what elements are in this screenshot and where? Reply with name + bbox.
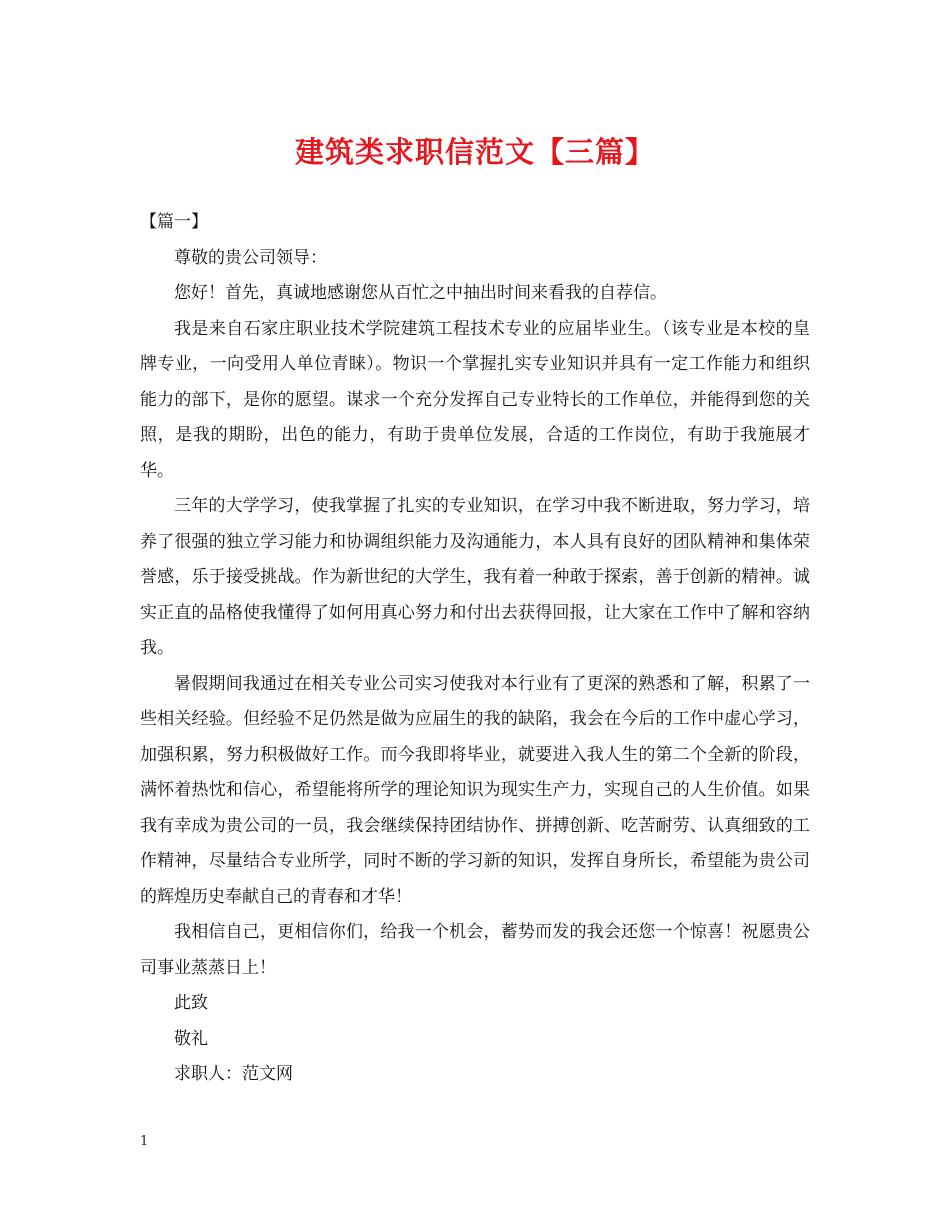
paragraph-2: 我是来自石家庄职业技术学院建筑工程技术专业的应届毕业生。（该专业是本校的皇牌专业，一向受用人单位青睐）。物识一个掌握扎实专业知识并具有一定工作能力和组织能力的部下，是你的愿望。谋求一个充分发挥自己专业特长的工作单位，并能得到您的关照，是我的期盼，出色的能力，有助于贵单位发展，合适的工作岗位，有助于我施展才华。 (140, 318, 810, 481)
page-number: 1 (140, 1134, 149, 1149)
closing-line-2: 敬礼 (174, 1028, 208, 1049)
salutation: 尊敬的贵公司领导： (174, 247, 327, 268)
paragraph-4: 暑假期间我通过在相关专业公司实习使我对本行业有了更深的熟悉和了解，积累了一些相关经验。但经验不足仍然是做为应届生的我的缺陷，我会在今后的工作中虚心学习，加强积累，努力积极做好工作。而今我即将毕业，就要进入我人生的第二个全新的阶段，满怀着热忱和信心，希望能将所学的理论知识为现实生产力，实现自己的人生价值。如果我有幸成为贵公司的一员，我会继续保持团结协作、拼搏创新、吃苦耐劳、认真细致的工作精神，尽量结合专业所学，同时不断的学习新的知识，发挥自身所长，希望能为贵公司的辉煌历史奉献自己的青春和才华！ (140, 673, 810, 907)
signature: 求职人：范文网 (174, 1064, 293, 1084)
section-heading: 【篇一】 (140, 212, 208, 232)
paragraph-1: 您好！首先，真诚地感谢您从百忙之中抽出时间来看我的自荐信。 (174, 283, 667, 303)
paragraph-3: 三年的大学学习，使我掌握了扎实的专业知识，在学习中我不断进取，努力学习，培养了很强的独立学习能力和协调组织能力及沟通能力，本人具有良好的团队精神和集体荣誉感，乐于接受挑战。作为新世纪的大学生，我有着一种敢于探索，善于创新的精神。诚实正直的品格使我懂得了如何用真心努力和付出去获得回报，让大家在工作中了解和容纳我。 (140, 496, 810, 658)
document-body (140, 205, 810, 1093)
closing-line-1: 此致 (174, 993, 208, 1013)
document-title: 建筑类求职信范文【三篇】 (294, 135, 655, 169)
paragraph-5: 我相信自己，更相信你们，给我一个机会，蓄势而发的我会还您一个惊喜！祝愿贵公司事业蒸蒸日上！ (140, 922, 810, 978)
